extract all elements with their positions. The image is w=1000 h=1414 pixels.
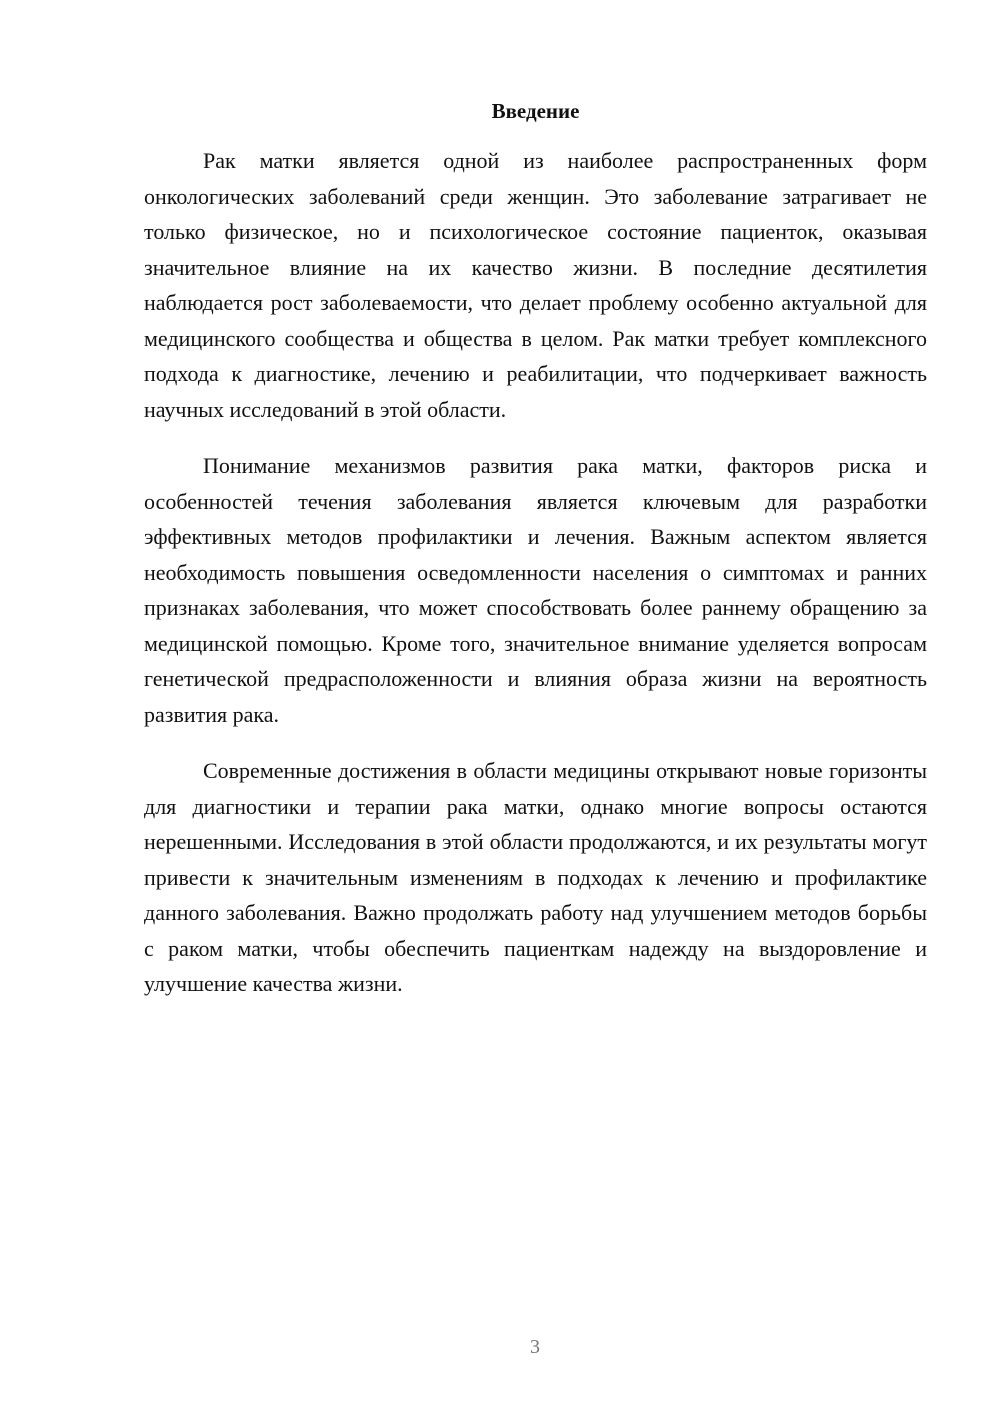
paragraph-1: Рак матки является одной из наиболее распространенных форм онкологических заболеваний среди женщин. Это заболевание затрагивает не только физическое, но и психологическое состояние пациенток, оказывая значительное влияние на их качество жизни. В последние десятилетия наблюдается рост заболеваемости, что делает проблему особенно актуальной для медицинского сообщества и общества в целом. Рак матки требует комплексного подхода к диагностике, лечению и реабилитации, что подчеркивает важность научных исследований в этой области.: [144, 148, 927, 422]
page-number: 3: [530, 1336, 540, 1358]
paragraph-3: Современные достижения в области медицины открывают новые горизонты для диагностики и терапии рака матки, однако многие вопросы остаются нерешенными. Исследования в этой области продолжаются, и их результаты могут привести к значительным изменениям в подходах к лечению и профилактике данного заболевания. Важно продолжать работу над улучшением методов борьбы с раком матки, чтобы обеспечить пациенткам надежду на выздоровление и улучшение качества жизни.: [144, 758, 927, 996]
body-text: [144, 143, 927, 1023]
paragraph-2: Понимание механизмов развития рака матки, факторов риска и особенностей течения заболевания является ключевым для разработки эффективных методов профилактики и лечения. Важным аспектом является необходимость повышения осведомленности населения о симптомах и ранних признаках заболевания, что может способствовать более раннему обращению за медицинской помощью. Кроме того, значительное внимание уделяется вопросам генетической предрасположенности и влияния образа жизни на вероятность развития рака.: [144, 453, 927, 727]
section-title: Введение: [491, 99, 580, 123]
